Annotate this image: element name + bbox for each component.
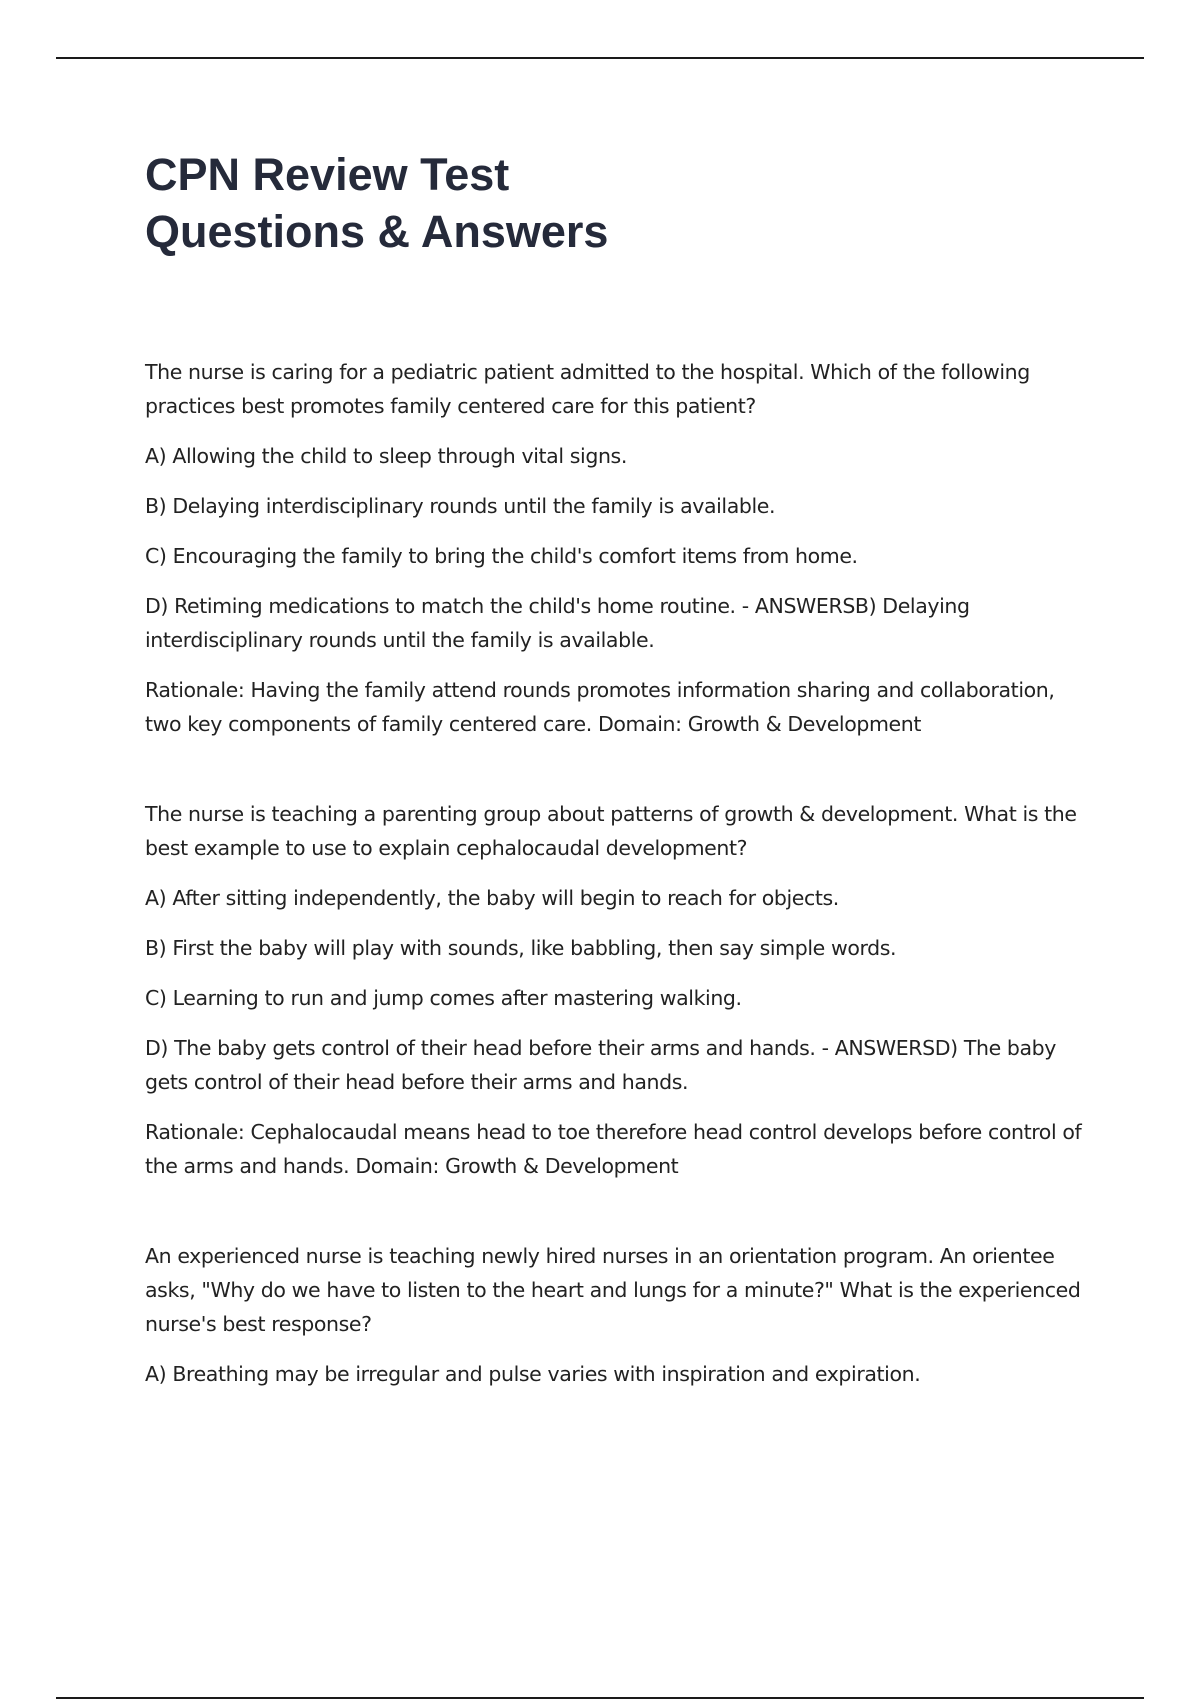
header-rule bbox=[56, 57, 1144, 59]
footer-rule bbox=[56, 1697, 1144, 1699]
option-b: B) First the baby will play with sounds, like babbling, then say simple words. bbox=[145, 936, 897, 960]
question-stem: The nurse is teaching a parenting group about patterns of growth & development. What is the best example to use to explain cephalocaudal development? bbox=[145, 802, 1077, 860]
rationale: Rationale: Having the family attend rounds promotes information sharing and collaboration, two key components of family centered care. Domain: Growth & Development bbox=[145, 678, 1055, 736]
option-a: A) Breathing may be irregular and pulse varies with inspiration and expiration. bbox=[145, 1362, 921, 1386]
option-d-answer: D) The baby gets control of their head before their arms and hands. - ANSWERSD) The baby gets control of their head before their arms and hands. bbox=[145, 1036, 1057, 1094]
question-block-2 bbox=[145, 797, 1095, 1183]
option-d-answer: D) Retiming medications to match the child's home routine. - ANSWERSB) Delaying interdisciplinary rounds until the family is available. bbox=[145, 594, 970, 652]
option-c: C) Learning to run and jump comes after mastering walking. bbox=[145, 986, 742, 1010]
rationale: Rationale: Cephalocaudal means head to toe therefore head control develops before control of the arms and hands. Domain: Growth & Development bbox=[145, 1120, 1082, 1178]
document-title bbox=[145, 146, 608, 260]
option-a: A) Allowing the child to sleep through vital signs. bbox=[145, 444, 627, 468]
title-line-2: Questions & Answers bbox=[145, 206, 609, 257]
question-block-1 bbox=[145, 355, 1095, 741]
option-b: B) Delaying interdisciplinary rounds until the family is available. bbox=[145, 494, 776, 518]
option-a: A) After sitting independently, the baby will begin to reach for objects. bbox=[145, 886, 839, 910]
question-block-3 bbox=[145, 1239, 1095, 1391]
title-line-1: CPN Review Test bbox=[145, 149, 510, 200]
document-body bbox=[145, 355, 1095, 1447]
question-stem: An experienced nurse is teaching newly hired nurses in an orientation program. An orientee asks, "Why do we have to listen to the heart and lungs for a minute?" What is the experienced nurse's best response? bbox=[145, 1244, 1081, 1336]
question-stem: The nurse is caring for a pediatric patient admitted to the hospital. Which of the following practices best promotes family centered care for this patient? bbox=[145, 360, 1030, 418]
option-c: C) Encouraging the family to bring the child's comfort items from home. bbox=[145, 544, 858, 568]
